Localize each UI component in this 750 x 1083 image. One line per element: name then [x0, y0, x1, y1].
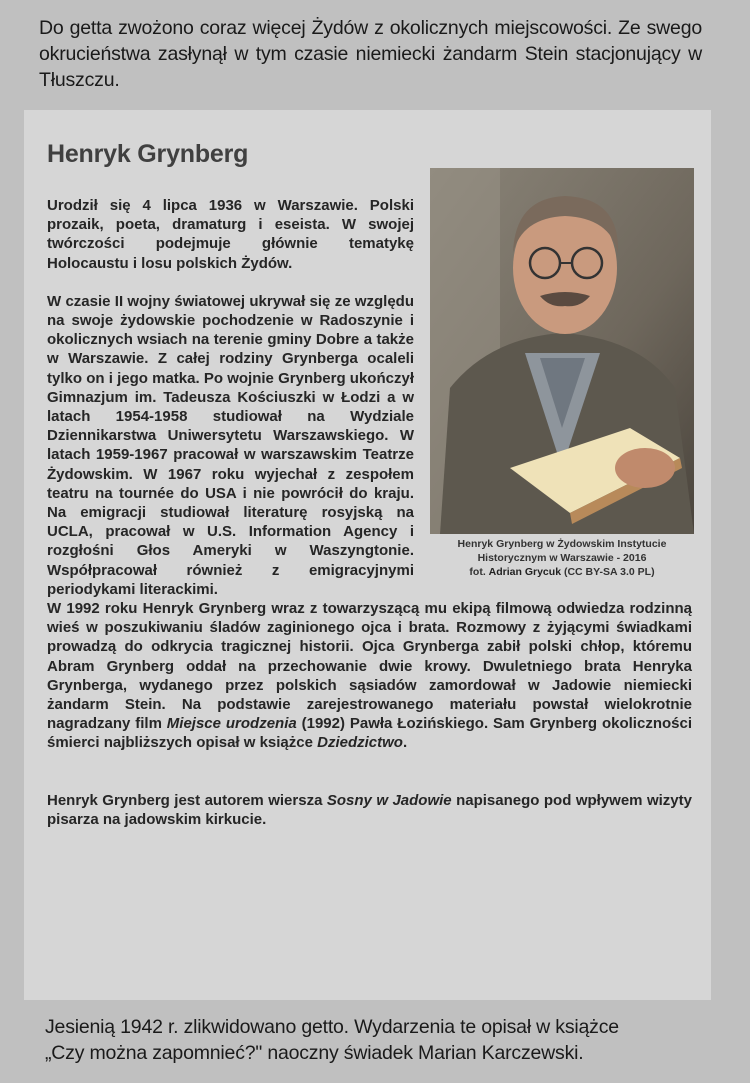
caption-line-2: Historycznym w Warszawie - 2016: [477, 552, 647, 564]
text-segment: (1992) Pawła Łozińskiego. Sam Grynberg okoliczności śmierci najbliższych opisał w książce: [47, 715, 692, 752]
paragraph-poem: [47, 791, 692, 829]
paragraph-birth: Urodził się 4 lipca 1936 w Warszawie. Polski prozaik, poeta, dramaturg i eseista. W swojej twórczości podejmuje głównie tematykę Holocaustu i losu polskich Żydów.: [47, 197, 414, 272]
outro-text: [45, 1014, 705, 1066]
portrait-photo: [430, 168, 694, 534]
biography-title: Henryk Grynberg: [47, 140, 249, 168]
caption-author: Adrian Grycuk: [488, 566, 562, 578]
text-segment: Henryk Grynberg jest autorem wiersza: [47, 791, 327, 809]
photo-caption: [430, 537, 694, 579]
poem-title: Sosny w Jadowie: [326, 791, 452, 809]
biography-body: [47, 196, 692, 829]
caption-license: (CC BY-SA 3.0 PL): [561, 566, 655, 578]
biography-card: [24, 110, 711, 1000]
paragraph-film: [47, 599, 692, 753]
outro-line-2: „Czy można zapomnieć?" naoczny świadek Marian Karczewski.: [45, 1042, 584, 1064]
film-title: Miejsce urodzenia: [166, 715, 297, 733]
caption-line-1: Henryk Grynberg w Żydowskim Instytucie: [457, 538, 667, 550]
photo-figure: [430, 168, 694, 579]
paragraph-war: W czasie II wojny światowej ukrywał się ze względu na swoje żydowskie pochodzenie w Radoszynie i okolicznych wsiach na terenie gminy Dobre a także w Warszawie. Z całej rodziny Grynberga ocaleli tylko on i jego matka. Po wojnie Grynberg ukończył Gimnazjum im. Tadeusza Kościuszki w Łodzi a w latach 1954-1958 studiował na Wydziale Dziennikarstwa Uniwersytetu Warszawskiego. W latach 1959-1967 pracował w warszawskim Teatrze Żydowskim. W 1967 roku wyjechał z zespołem teatru na tournée do USA i nie powrócił do kraju. Na emigracji studiował literaturę rosyjską na UCLA, pracował w U.S. Information Agency i rozgłośni Głos Ameryki w Waszyngtonie. Współpracował również z emigracyjnymi periodykami literackimi.: [47, 292, 414, 598]
intro-text: Do getta zwożono coraz więcej Żydów z okolicznych miejscowości. Ze swego okrucieństwa zasłynął w tym czasie niemiecki żandarm Stein stacjonujący w Tłuszczu.: [39, 17, 702, 91]
outro-line-1: Jesienią 1942 r. zlikwidowano getto. Wydarzenia te opisał w książce: [45, 1016, 619, 1038]
caption-prefix: fot.: [469, 566, 489, 578]
caption-line-3: [430, 565, 694, 579]
book-title: Dziedzictwo: [317, 734, 403, 752]
text-segment: napisanego pod wpływem wizyty pisarza na jadowskim kirkucie.: [47, 791, 692, 828]
text-segment: W 1992 roku Henryk Grynberg wraz z towarzyszącą mu ekipą filmową odwiedza rodzinną wieś w poszukiwaniu śladów zaginionego ojca i brata. Rozmowy z żyjącymi świadkami prowadzą do odkrycia tragicznej historii. Ojca Grynberga zabił polski chłop, któremu Abram Grynberg oddał na przechowanie dwie krowy. Dwuletniego brata Henryka Grynberga, wydanego przez polskich sąsiadów zamordował w Jadowie niemiecki żandarm Stein. Na podstawie zarejestrowanego materiału powstał wielokrotnie nagradzany film: [47, 600, 692, 733]
text-segment: .: [402, 734, 408, 752]
